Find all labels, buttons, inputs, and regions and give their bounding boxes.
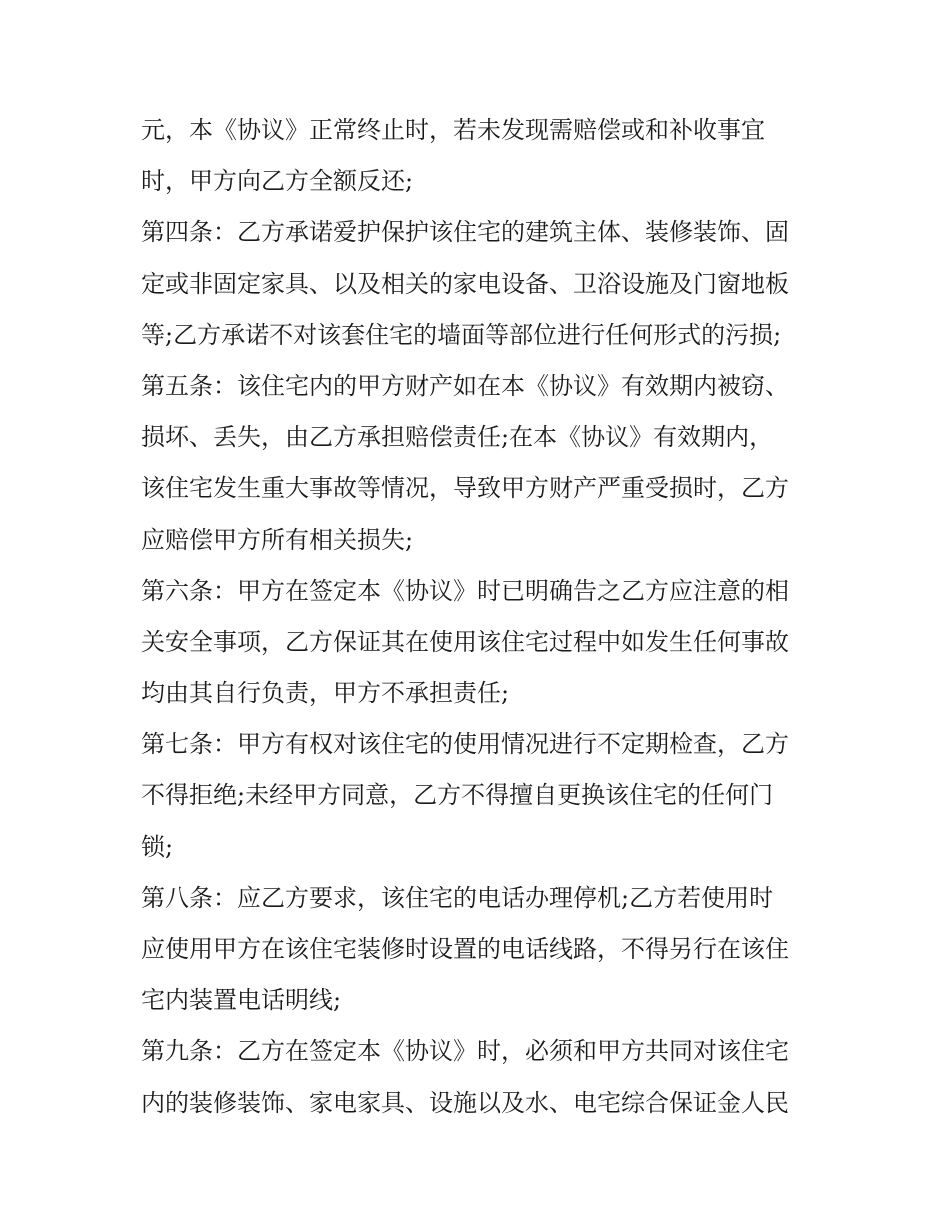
text-line: 时，甲方向乙方全额反还;	[141, 167, 414, 196]
text-line: 元，本《协议》正常终止时，若未发现需赔偿或和补收事宜	[141, 116, 765, 144]
text-line: 关安全事项，乙方保证其在使用该住宅过程中如发生任何事故	[141, 627, 789, 656]
text-line: 内的装修装饰、家电家具、设施以及水、电宅综合保证金人民	[141, 1088, 789, 1117]
article-7-line: 第七条：甲方有权对该住宅的使用情况进行不定期检查，乙方	[141, 730, 789, 759]
text-line: 应赔偿甲方所有相关损失;	[141, 525, 414, 554]
text-line: 锁;	[141, 832, 174, 861]
agreement-text	[141, 105, 821, 1129]
article-8-line: 第八条：应乙方要求，该住宅的电话办理停机;乙方若使用时	[141, 883, 774, 912]
article-6-line: 第六条：甲方在签定本《协议》时已明确告之乙方应注意的相	[141, 576, 789, 605]
text-line: 应使用甲方在该住宅装修时设置的电话线路，不得另行在该住	[141, 935, 789, 963]
text-line: 等;乙方承诺不对该套住宅的墙面等部位进行任何形式的污损;	[141, 320, 782, 349]
text-line: 宅内装置电话明线;	[141, 986, 342, 1015]
text-line: 定或非固定家具、以及相关的家电设备、卫浴设施及门窗地板	[141, 269, 789, 298]
text-line: 该住宅发生重大事故等情况，导致甲方财产严重受损时，乙方	[141, 474, 789, 503]
text-line: 不得拒绝;未经甲方同意，乙方不得擅自更换该住宅的任何门	[141, 781, 774, 810]
article-9-line: 第九条：乙方在签定本《协议》时，必须和甲方共同对该住宅	[141, 1037, 789, 1066]
article-5-line: 第五条：该住宅内的甲方财产如在本《协议》有效期内被窃、	[141, 371, 789, 400]
text-line: 均由其自行负责，甲方不承担责任;	[141, 679, 510, 708]
article-4-line: 第四条：乙方承诺爱护保护该住宅的建筑主体、装修装饰、固	[141, 218, 789, 247]
text-line: 损坏、丢失，由乙方承担赔偿责任;在本《协议》有效期内，	[141, 423, 774, 452]
